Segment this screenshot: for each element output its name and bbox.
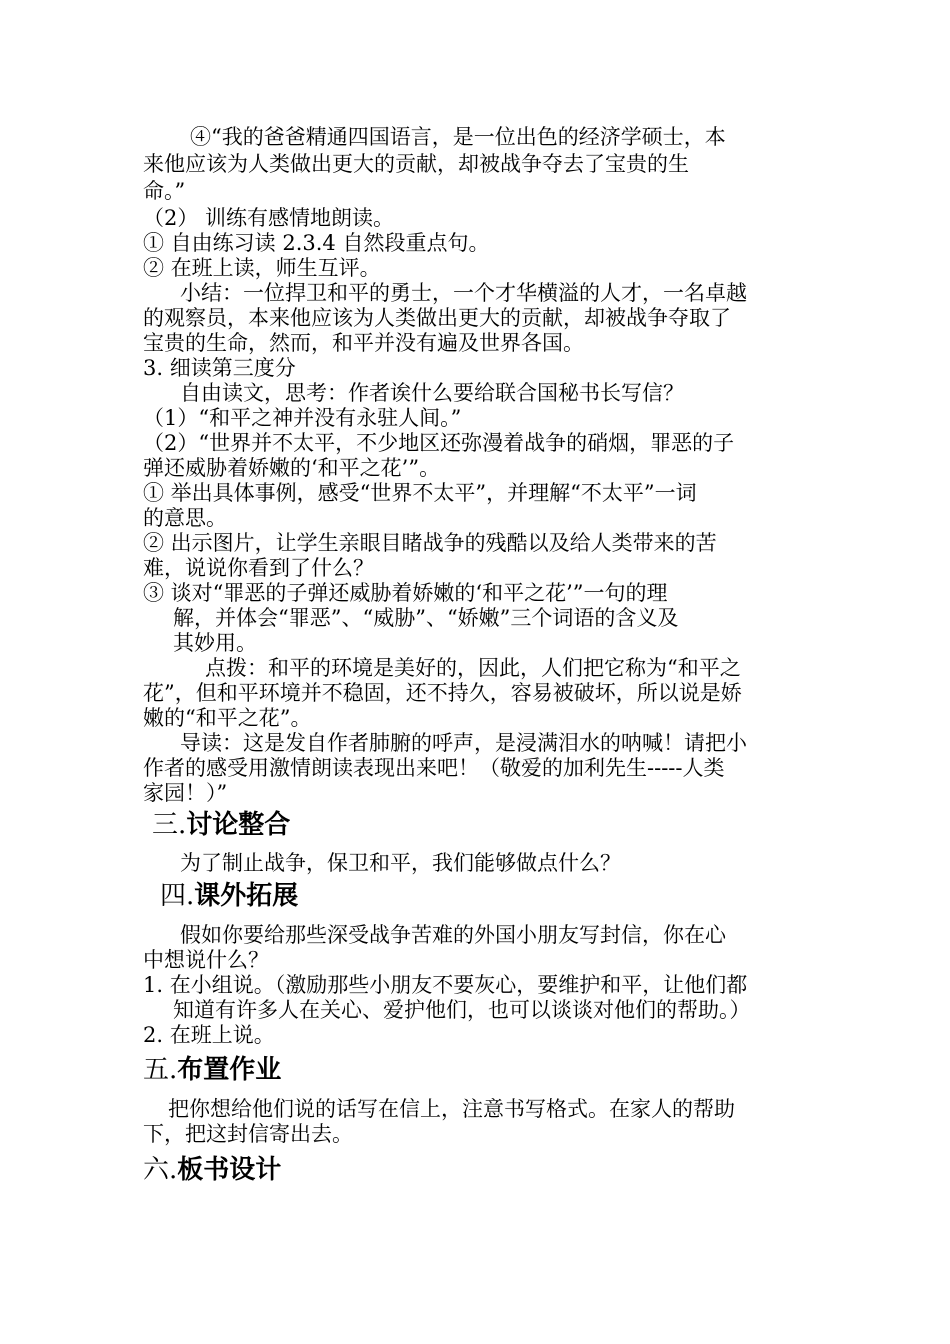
heading-title: 布置作业: [177, 1055, 282, 1085]
quote4-line2: 来他应该为人类做出更大的贡献，却被战争夺去了宝贵的生: [143, 152, 689, 176]
extension-line2: 中想说什么？: [143, 948, 269, 972]
extension-line1: 假如你要给那些深受战争苦难的外国小朋友写封信，你在心: [180, 923, 726, 947]
point1: （1）“和平之神并没有永驻人间。”: [143, 406, 462, 430]
point2-line2: 弹还威胁着娇嫩的‘和平之花’”。: [143, 456, 441, 480]
heading-board-design: [143, 1154, 281, 1186]
extension-item1-line2: 知道有许多人在关心、爱护他们，也可以谈谈对他们的帮助。）: [173, 998, 751, 1022]
circle2-line2: 难，说说你看到了什么？: [143, 556, 374, 580]
heading-homework: [143, 1054, 281, 1086]
quote4-line1: ④“我的爸爸精通四国语言，是一位出色的经济学硕士，本: [190, 125, 726, 149]
heading-number: 六.: [143, 1155, 178, 1185]
heading-number: 四.: [160, 881, 195, 911]
homework-line1: 把你想给他们说的话写在信上，注意书写格式。在家人的帮助: [168, 1097, 735, 1121]
heading-number: 五.: [143, 1055, 178, 1085]
discussion-question: 为了制止战争，保卫和平，我们能够做点什么？: [180, 851, 621, 875]
circle3-line3: 其妙用。: [173, 631, 257, 655]
hint-line1: 点拨：和平的环境是美好的，因此，人们把它称为“和平之: [205, 656, 741, 680]
heading-number: 三.: [152, 810, 187, 840]
guide-line1: 导读：这是发自作者肺腑的呼声，是浸满泪水的呐喊！请把小: [180, 731, 747, 755]
point2-line1: （2）“世界并不太平，不少地区还弥漫着战争的硝烟，罪恶的子: [143, 431, 735, 455]
summary-line1: 小结：一位捍卫和平的勇士，一个才华横溢的人才，一名卓越: [180, 281, 747, 305]
section3-question: 自由读文，思考：作者诶什么要给联合国秘书长写信？: [180, 381, 684, 405]
circle1-line1: ① 举出具体事例，感受“世界不太平”，并理解“不太平”一词: [143, 481, 697, 505]
step1: ① 自由练习读 2.3.4 自然段重点句。: [143, 231, 490, 255]
hint-line3: 嫩的“和平之花”。: [143, 706, 312, 730]
extension-item2: 2. 在班上说。: [143, 1023, 275, 1047]
heading-extension: [160, 880, 298, 912]
hint-line2: 花”，但和平环境并不稳固，还不持久，容易被破坏，所以说是娇: [143, 681, 742, 705]
heading-discussion: [152, 809, 290, 841]
circle2-line1: ② 出示图片，让学生亲眼目睹战争的残酷以及给人类带来的苦: [143, 531, 717, 555]
guide-line2: 作者的感受用激情朗读表现出来吧！（敬爱的加利先生-----人类: [143, 756, 725, 780]
step2: ② 在班上读，师生互评。: [143, 256, 381, 280]
extension-item1-line1: 1. 在小组说。（激励那些小朋友不要灰心，要维护和平，让他们都: [143, 973, 748, 997]
homework-line2: 下，把这封信寄出去。: [143, 1122, 353, 1146]
item2-heading: （2） 训练有感情地朗读。: [143, 206, 395, 230]
heading-title: 讨论整合: [186, 810, 291, 840]
circle3-line2: 解，并体会“罪恶”、“威胁”、“娇嫩”三个词语的含义及: [173, 606, 679, 630]
circle1-line2: 的意思。: [143, 506, 227, 530]
section3-title: 3. 细读第三度分: [143, 356, 296, 380]
guide-line3: 家园！）”: [143, 781, 228, 805]
circle3-line1: ③ 谈对“罪恶的子弹还威胁着娇嫩的‘和平之花’”一句的理: [143, 581, 668, 605]
summary-line2: 的观察员，本来他应该为人类做出更大的贡献，却被战争夺取了: [143, 306, 731, 330]
quote4-line3: 命。”: [143, 179, 186, 203]
summary-line3: 宝贵的生命，然而，和平并没有遍及世界各国。: [143, 331, 584, 355]
heading-title: 课外拓展: [194, 881, 299, 911]
heading-title: 板书设计: [177, 1155, 282, 1185]
